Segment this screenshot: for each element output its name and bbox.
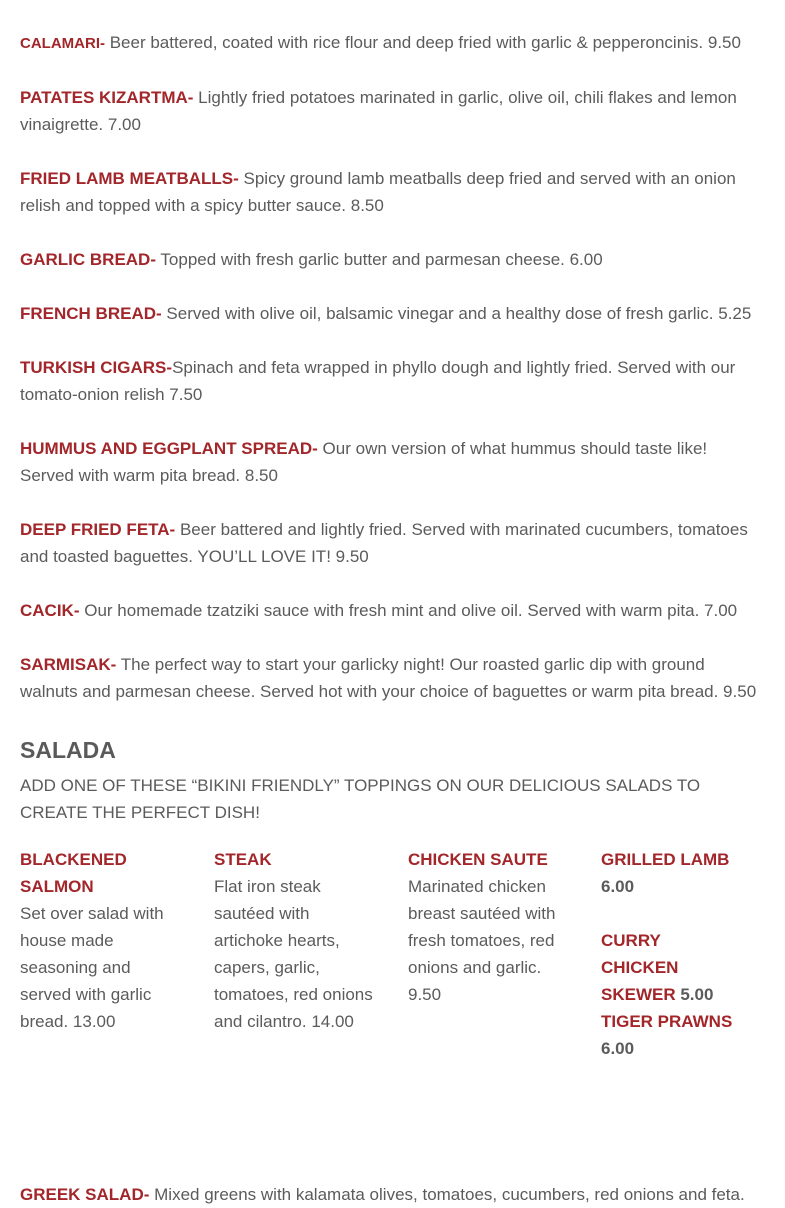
item-desc: Our own version of what hummus should taste like! Served with warm pita bread. 8.50 [20,439,708,485]
item-desc: Spinach and feta wrapped in phyllo dough and lightly fried. Served with our tomato-onion relish 7.50 [20,358,736,404]
item-name: FRENCH BREAD- [20,304,162,323]
menu-item [20,435,765,489]
menu-item [20,597,765,624]
item-name: HUMMUS AND EGGPLANT SPREAD- [20,439,318,458]
item-desc: Beer battered and lightly fried. Served with marinated cucumbers, tomatoes and toasted baguettes. YOU’LL LOVE IT! 9.50 [20,520,748,566]
topping-desc: Flat iron steak sautéed with artichoke hearts, capers, garlic, tomatoes, red onions and cilantro. 14.00 [214,877,373,1031]
item-name: SARMISAK- [20,655,117,674]
addon-tiger-prawns [601,1008,735,1062]
item-desc: Spicy ground lamb meatballs deep fried and served with an onion relish and topped with a spicy butter sauce. 8.50 [20,169,736,215]
addon-price: 5.00 [675,985,714,1004]
item-desc: Lightly fried potatoes marinated in garlic, olive oil, chili flakes and lemon vinaigrette. 7.00 [20,88,737,134]
topping-desc: Marinated chicken breast sautéed with fresh tomatoes, red onions and garlic. 9.50 [408,877,556,1004]
section-heading-salada: SALADA [20,737,116,763]
addon-price: 6.00 [601,1039,635,1058]
topping-chicken-saute [408,846,601,1062]
topping-steak [214,846,408,1062]
topping-name: STEAK [214,850,272,869]
item-desc: Topped with fresh garlic butter and parmesan cheese. 6.00 [156,250,603,269]
item-name: CACIK- [20,601,80,620]
menu-item [20,246,765,273]
item-desc: Beer battered, coated with rice flour and deep fried with garlic & pepperoncinis. 9.50 [104,33,741,52]
item-desc: Served with olive oil, balsamic vinegar and a healthy dose of fresh garlic. 5.25 [161,304,752,323]
item-name: TURKISH CIGARS- [20,358,173,377]
item-desc: Our homemade tzatziki sauce with fresh mint and olive oil. Served with warm pita. 7.00 [79,601,738,620]
addon-name: TIGER PRAWNS [601,1012,733,1031]
topping-name: BLACKENED SALMON [20,850,127,896]
menu-item [20,651,765,705]
topping-desc: Set over salad with house made seasoning and served with garlic bread. 13.00 [20,904,164,1031]
menu-item [20,29,765,57]
item-name: GARLIC BREAD- [20,250,156,269]
appetizer-list [20,29,765,705]
topping-blackened-salmon [20,846,214,1062]
item-name: GREEK SALAD- [20,1185,150,1204]
item-desc: Mixed greens with kalamata olives, tomatoes, cucumbers, red onions and feta. [149,1185,745,1204]
addon-list [601,846,765,1062]
menu-item [20,354,765,408]
salad-toppings [20,846,765,1062]
menu-item [20,84,765,138]
addon-price: 6.00 [601,877,635,896]
addon-name: GRILLED LAMB [601,850,730,869]
menu-item [20,300,765,327]
topping-name: CHICKEN SAUTE [408,850,548,869]
item-name: CALAMARI- [20,35,105,52]
addon-grilled-lamb [601,846,735,900]
item-name: PATATES KIZARTMA- [20,88,194,107]
item-name: DEEP FRIED FETA- [20,520,176,539]
menu-content [20,0,765,1062]
addon-curry-chicken-skewer [601,927,735,1008]
menu-item [20,165,765,219]
addon-name: CURRY CHICKEN SKEWER [601,931,679,1004]
menu-item [20,516,765,570]
item-desc: The perfect way to start your garlicky night! Our roasted garlic dip with ground walnuts and parmesan cheese. Served hot with your choice of baguettes or warm pita bread. 9.50 [20,655,757,701]
salada-intro: ADD ONE OF THESE “BIKINI FRIENDLY” TOPPINGS ON OUR DELICIOUS SALADS TO CREATE THE PERFECT DISH! [20,776,701,822]
item-name: FRIED LAMB MEATBALLS- [20,169,239,188]
